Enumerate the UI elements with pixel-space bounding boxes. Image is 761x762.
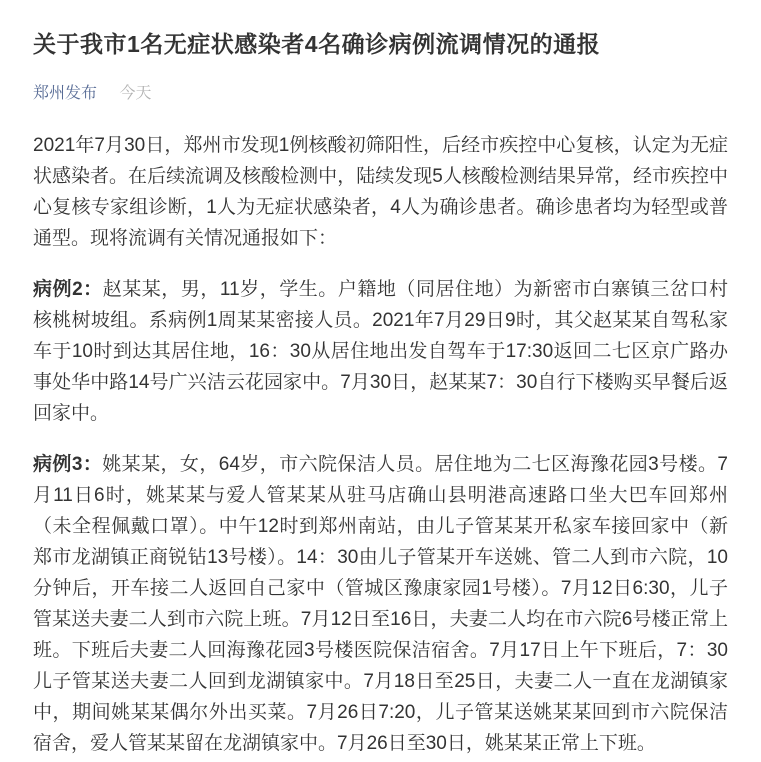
case2-label: 病例2： — [33, 279, 103, 300]
byline-timestamp: 今天 — [119, 85, 152, 102]
case3-paragraph — [33, 449, 728, 759]
case2-paragraph-text: 赵某某，男，11岁，学生。户籍地（同居住地）为新密市白寨镇三岔口村核桃树坡组。系病例1周某某密接人员。2021年7月29日9时，其父赵某某自驾私家车于10时到达其居住地，16：30从居住地出发自驾车于17:30返回二七区京广路办事处华中路14号广兴洁云花园家中。7月30日，赵某某7：30自行下楼购买早餐后返回家中。 — [33, 279, 728, 424]
case3-paragraph-text: 姚某某，女，64岁，市六院保洁人员。居住地为二七区海豫花园3号楼。7月11日6时，姚某某与爱人管某某从驻马店确山县明港高速路口坐大巴车回郑州（未全程佩戴口罩）。中午12时到郑州南站，由儿子管某某开私家车接回家中（新郑市龙湖镇正商锐钻13号楼）。14：30由儿子管某开车送姚、管二人到市六院，10分钟后，开车接二人返回自己家中（管城区豫康家园1号楼）。7月12日6:30，儿子管某送夫妻二人到市六院上班。7月12日至16日，夫妻二人均在市六院6号楼正常上班。下班后夫妻二人回海豫花园3号楼医院保洁宿舍。7月17日上午下班后，7：30儿子管某送夫妻二人回到龙湖镇家中。7月18日至25日，夫妻二人一直在龙湖镇家中，期间姚某某偶尔外出买菜。7月26日7:20，儿子管某送姚某某回到市六院保洁宿舍，爱人管某某留在龙湖镇家中。7月26日至30日，姚某某正常上下班。 — [33, 454, 728, 754]
intro-paragraph-text: 2021年7月30日，郑州市发现1例核酸初筛阳性，后经市疾控中心复核，认定为无症状感染者。在后续流调及核酸检测中，陆续发现5人核酸检测结果异常，经市疾控中心复核专家组诊断，1人为无症状感染者，4人为确诊患者。确诊患者均为轻型或普通型。现将流调有关情况通报如下： — [33, 135, 728, 249]
intro-paragraph — [33, 130, 728, 254]
case2-paragraph — [33, 274, 728, 429]
case3-label: 病例3： — [33, 454, 103, 475]
byline-account-link[interactable]: 郑州发布 — [33, 85, 98, 102]
byline — [33, 84, 728, 104]
article-title: 关于我市1名无症状感染者4名确诊病例流调情况的通报 — [33, 31, 601, 57]
